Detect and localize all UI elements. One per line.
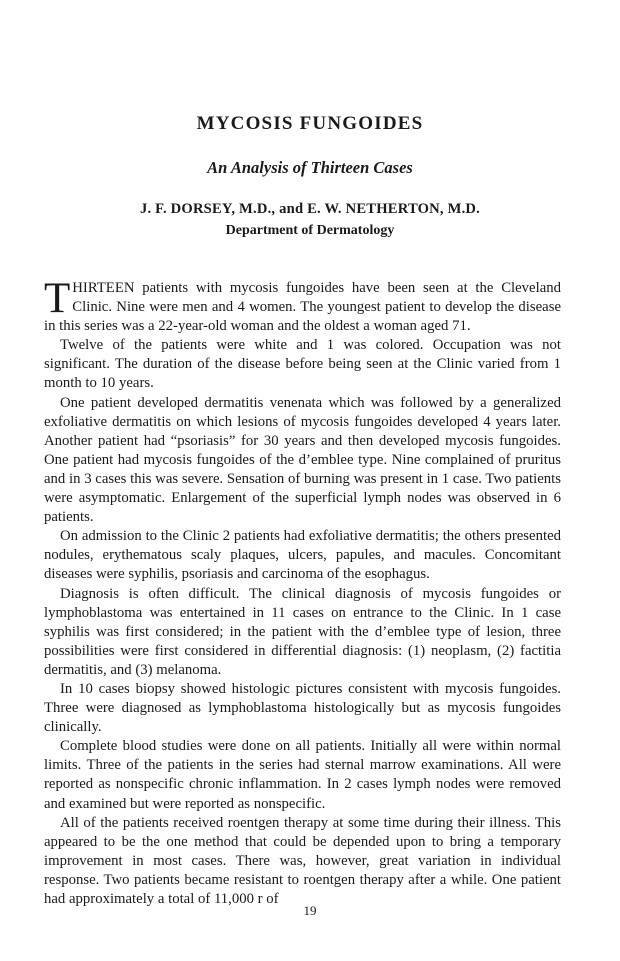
body-paragraph-5: Diagnosis is often difficult. The clinical diagnosis of mycosis fungoides or lymphoblastoma was entertained in 11 cases on entrance to the Clinic. In 1 case syphilis was first considered; in the patient with the d’emblee type of lesion, three possibilities were first considered in differential diagnosis: (1) neoplasm, (2) factitia dermatitis, and (3) melanoma.	[44, 585, 561, 678]
article-department: Department of Dermatology	[225, 223, 395, 238]
body-paragraph-3: One patient developed dermatitis venenata which was followed by a generalized exfoliative dermatitis on which lesions of mycosis fungoides developed 4 years later. Another patient had “psoriasis” for 30 years and then developed mycosis fungoides. One patient had mycosis fungoides of the d’emblee type. Nine complained of pruritus and in 3 cases this was severe. Sensation of burning was present in 1 case. Two patients were asymptomatic. Enlargement of the superficial lymph nodes was observed in 6 patients.	[44, 394, 561, 526]
page-number: 19	[303, 903, 317, 918]
body-paragraph-1-text: HIRTEEN patients with mycosis fungoides have been seen at the Cleveland Clinic. Nine were men and 4 women. The youngest patient to develop the disease in this series was a 22-year-old woman and the oldest a woman aged 71.	[44, 280, 561, 335]
body-paragraph-6: In 10 cases biopsy showed histologic pictures consistent with mycosis fungoides. Three were diagnosed as lymphoblastoma histologically but as mycosis fungoides clinically.	[44, 680, 561, 736]
body-paragraph-8: All of the patients received roentgen therapy at some time during their illness. This appeared to be the one method that could be depended upon to bring a temporary improvement in most cases. There was, however, great variation in individual response. Two patients became resistant to roentgen therapy after a while. One patient had approximately a total of 11,000 r of	[44, 814, 561, 907]
drop-cap: T	[44, 275, 71, 322]
article-title: MYCOSIS FUNGOIDES	[196, 113, 424, 134]
body-paragraph-4: On admission to the Clinic 2 patients had exfoliative dermatitis; the others presented nodules, erythematous scaly plaques, ulcers, papules, and macules. Concomitant diseases were syphilis, psoriasis and carcinoma of the esophagus.	[44, 528, 561, 583]
article-body	[44, 275, 561, 909]
body-paragraph-1	[44, 275, 561, 336]
body-paragraph-2: Twelve of the patients were white and 1 was colored. Occupation was not significant. The duration of the disease before being seen at the Clinic varied from 1 month to 10 years.	[44, 337, 561, 392]
body-paragraph-7: Complete blood studies were done on all patients. Initially all were within normal limits. Three of the patients in the series had sternal marrow examinations. All were reported as nonspecific chronic inflammation. In 2 cases lymph nodes were removed and examined but were reported as nonspecific.	[44, 738, 561, 812]
article-subtitle: An Analysis of Thirteen Cases	[207, 158, 413, 177]
article-authors: J. F. DORSEY, M.D., and E. W. NETHERTON, M.D.	[139, 201, 481, 217]
